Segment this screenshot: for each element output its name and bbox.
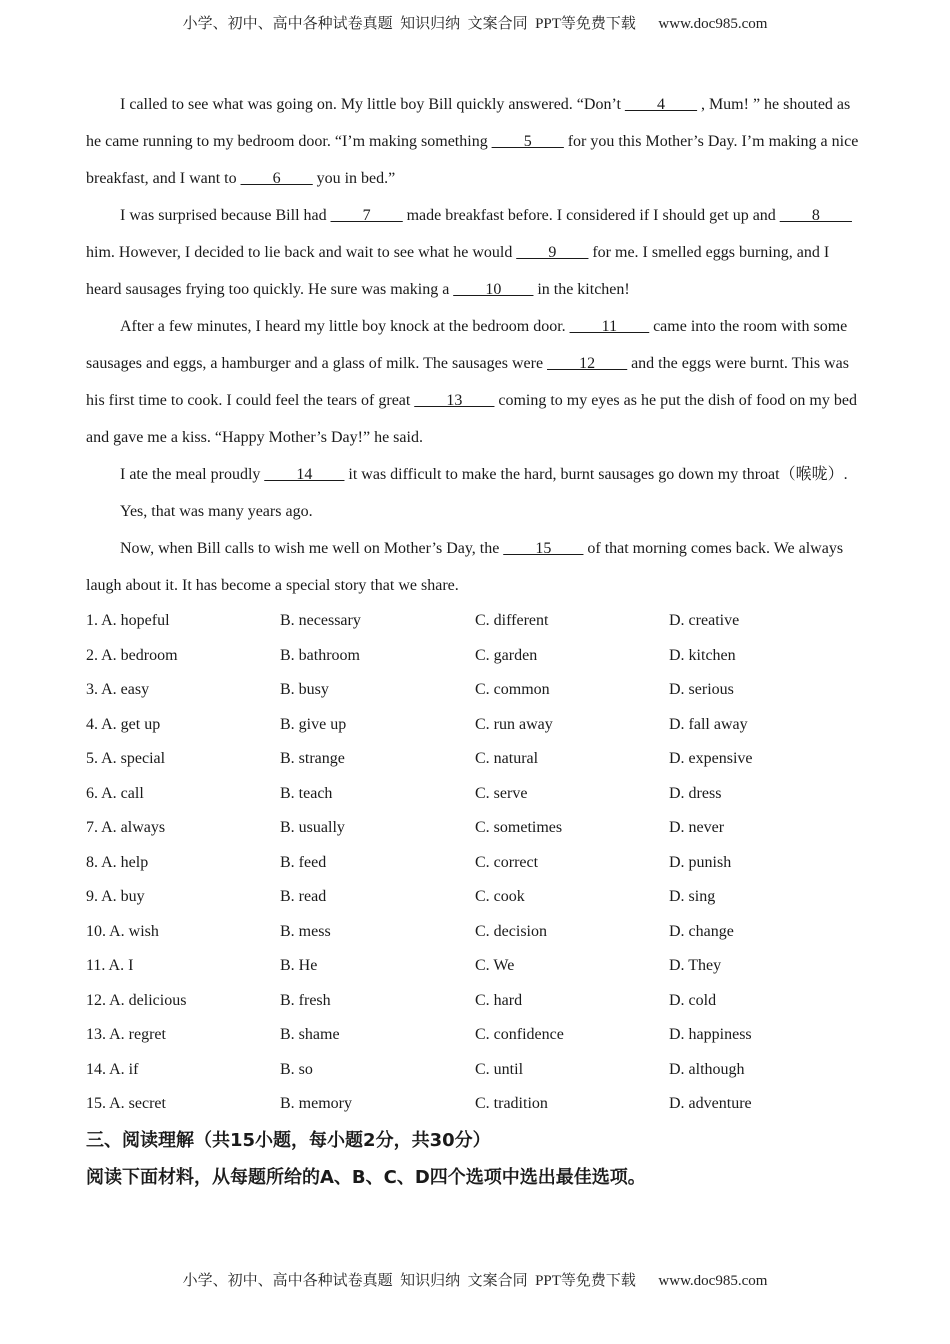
- text-run: , Mum! ” he shouted as he came running to my bedroom door. “I’m making something: [86, 96, 851, 150]
- option-row-4: [86, 708, 864, 743]
- text-run: and the eggs were burnt. This was his first time to cook. I could feel the tears of great: [86, 355, 849, 409]
- option-a: 7. A. always: [86, 819, 166, 836]
- option-d: D. kitchen: [669, 646, 736, 664]
- text-run: for me. I smelled eggs burning, and I heard sausages frying too quickly. He sure was making a: [86, 244, 830, 298]
- text-run: of that morning comes back. We always laugh about it. It has become a special story that we share.: [86, 540, 844, 594]
- blank-13: ____13____: [414, 392, 495, 409]
- passage-paragraph-4: [86, 456, 864, 493]
- option-d: D. They: [669, 957, 722, 974]
- option-c: C. until: [475, 1060, 524, 1078]
- blank-9: ____9____: [516, 244, 589, 261]
- option-d: D. change: [669, 922, 734, 940]
- option-row-9: [86, 880, 864, 915]
- text-run: came into the room with some sausages and eggs, a hamburger and a glass of milk. The sausages were: [86, 318, 848, 372]
- text-run: I was surprised because Bill had: [120, 207, 331, 224]
- option-b: B. memory: [280, 1095, 352, 1112]
- page-header: 小学、初中、高中各种试卷真题 知识归纳 文案合同 PPT等免费下载 www.doc985.com: [182, 16, 768, 32]
- blank-14: ____14____: [264, 466, 345, 483]
- option-a: 8. A. help: [86, 853, 149, 871]
- option-row-6: [86, 777, 864, 812]
- option-c: C. run away: [475, 715, 553, 733]
- option-a: 1. A. hopeful: [86, 612, 170, 629]
- section-instruction: 阅读下面材料，从每题所给的A、B、C、D四个选项中选出最佳选项。: [86, 1166, 646, 1188]
- text-run: After a few minutes, I heard my little boy knock at the bedroom door.: [120, 318, 570, 335]
- text-run: him. However, I decided to lie back and wait to see what he would: [86, 244, 517, 261]
- text-run: Yes, that was many years ago.: [120, 503, 313, 520]
- option-a: 6. A. call: [86, 784, 144, 802]
- options-table: [86, 604, 864, 1122]
- option-d: D. although: [669, 1060, 745, 1078]
- option-c: C. decision: [475, 922, 547, 940]
- option-b: B. He: [280, 957, 318, 974]
- option-row-14: [86, 1053, 864, 1088]
- option-a: 3. A. easy: [86, 681, 150, 698]
- option-a: 13. A. regret: [86, 1026, 166, 1043]
- option-c: C. different: [475, 612, 549, 629]
- option-d: D. never: [669, 819, 725, 836]
- blank-7: ____7____: [330, 207, 403, 224]
- text-run: I ate the meal proudly: [120, 466, 265, 483]
- passage-paragraph-6: [86, 530, 864, 604]
- option-b: B. feed: [280, 853, 327, 871]
- option-a: 14. A. if: [86, 1060, 139, 1078]
- option-b: B. teach: [280, 784, 333, 802]
- option-d: D. dress: [669, 784, 722, 802]
- option-b: B. necessary: [280, 612, 361, 629]
- option-row-12: [86, 984, 864, 1019]
- option-row-13: [86, 1018, 864, 1053]
- option-c: C. common: [475, 681, 550, 698]
- option-d: D. expensive: [669, 750, 753, 767]
- option-row-2: [86, 639, 864, 674]
- section-title: 三、阅读理解（共15小题，每小题2分，共30分）: [86, 1129, 491, 1151]
- blank-11: ____11____: [569, 318, 650, 335]
- option-d: D. happiness: [669, 1026, 752, 1043]
- option-b: B. shame: [280, 1026, 340, 1043]
- blank-15: ____15____: [503, 540, 584, 557]
- text-run: for you this Mother’s Day. I’m making a nice breakfast, and I want to: [86, 133, 859, 187]
- text-run: you in bed.”: [312, 170, 396, 187]
- text-run: coming to my eyes as he put the dish of food on my bed and gave me a kiss. “Happy Mother’s Day!” he said.: [86, 392, 857, 446]
- option-row-11: [86, 949, 864, 984]
- option-b: B. mess: [280, 922, 331, 940]
- page-footer: 小学、初中、高中各种试卷真题 知识归纳 文案合同 PPT等免费下载 www.doc985.com: [182, 1273, 768, 1289]
- option-b: B. so: [280, 1060, 313, 1078]
- option-a: 4. A. get up: [86, 715, 161, 733]
- option-b: B. fresh: [280, 991, 331, 1009]
- option-row-5: [86, 742, 864, 777]
- option-row-15: [86, 1087, 864, 1122]
- option-c: C. tradition: [475, 1095, 548, 1112]
- option-b: B. give up: [280, 715, 347, 733]
- text-run: in the kitchen!: [533, 281, 630, 298]
- option-b: B. busy: [280, 681, 329, 698]
- option-d: D. punish: [669, 853, 732, 871]
- option-b: B. strange: [280, 750, 345, 767]
- passage-paragraph-3: [86, 308, 864, 456]
- option-row-8: [86, 846, 864, 881]
- option-d: D. sing: [669, 888, 716, 905]
- option-c: C. correct: [475, 853, 539, 871]
- blank-4: ____4____: [624, 96, 697, 113]
- text-run: made breakfast before. I considered if I should get up and: [402, 207, 780, 224]
- option-row-7: [86, 811, 864, 846]
- option-c: C. We: [475, 957, 515, 974]
- option-row-10: [86, 915, 864, 950]
- option-c: C. confidence: [475, 1026, 564, 1043]
- document-content: [86, 86, 864, 1196]
- blank-5: ____5____: [491, 133, 564, 150]
- blank-8: ____8____: [779, 207, 852, 224]
- option-d: D. fall away: [669, 715, 748, 733]
- option-a: 11. A. I: [86, 957, 134, 974]
- text-run: I called to see what was going on. My little boy Bill quickly answered. “Don’t: [120, 96, 625, 113]
- passage-paragraph-1: [86, 86, 864, 197]
- option-c: C. serve: [475, 784, 528, 802]
- option-c: C. sometimes: [475, 819, 563, 836]
- option-b: B. bathroom: [280, 646, 360, 664]
- option-d: D. cold: [669, 991, 717, 1009]
- option-c: C. cook: [475, 888, 525, 905]
- option-c: C. garden: [475, 646, 538, 664]
- option-d: D. creative: [669, 612, 740, 629]
- option-c: C. hard: [475, 991, 523, 1009]
- passage-paragraph-2: [86, 197, 864, 308]
- option-a: 9. A. buy: [86, 888, 145, 905]
- option-d: D. serious: [669, 681, 734, 698]
- text-run: Now, when Bill calls to wish me well on Mother’s Day, the: [120, 540, 504, 557]
- blank-12: ____12____: [547, 355, 628, 372]
- passage-paragraph-5: [86, 493, 864, 530]
- option-c: C. natural: [475, 750, 539, 767]
- option-row-1: [86, 604, 864, 639]
- option-b: B. read: [280, 888, 327, 905]
- option-a: 15. A. secret: [86, 1095, 166, 1112]
- text-run: it was difficult to make the hard, burnt sausages go down my throat（喉咙）.: [344, 466, 848, 483]
- option-d: D. adventure: [669, 1095, 752, 1112]
- blank-10: ____10____: [453, 281, 534, 298]
- option-row-3: [86, 673, 864, 708]
- option-a: 2. A. bedroom: [86, 646, 178, 664]
- blank-6: ____6____: [240, 170, 313, 187]
- option-a: 10. A. wish: [86, 922, 159, 940]
- option-a: 5. A. special: [86, 750, 166, 767]
- option-a: 12. A. delicious: [86, 991, 187, 1009]
- option-b: B. usually: [280, 819, 345, 836]
